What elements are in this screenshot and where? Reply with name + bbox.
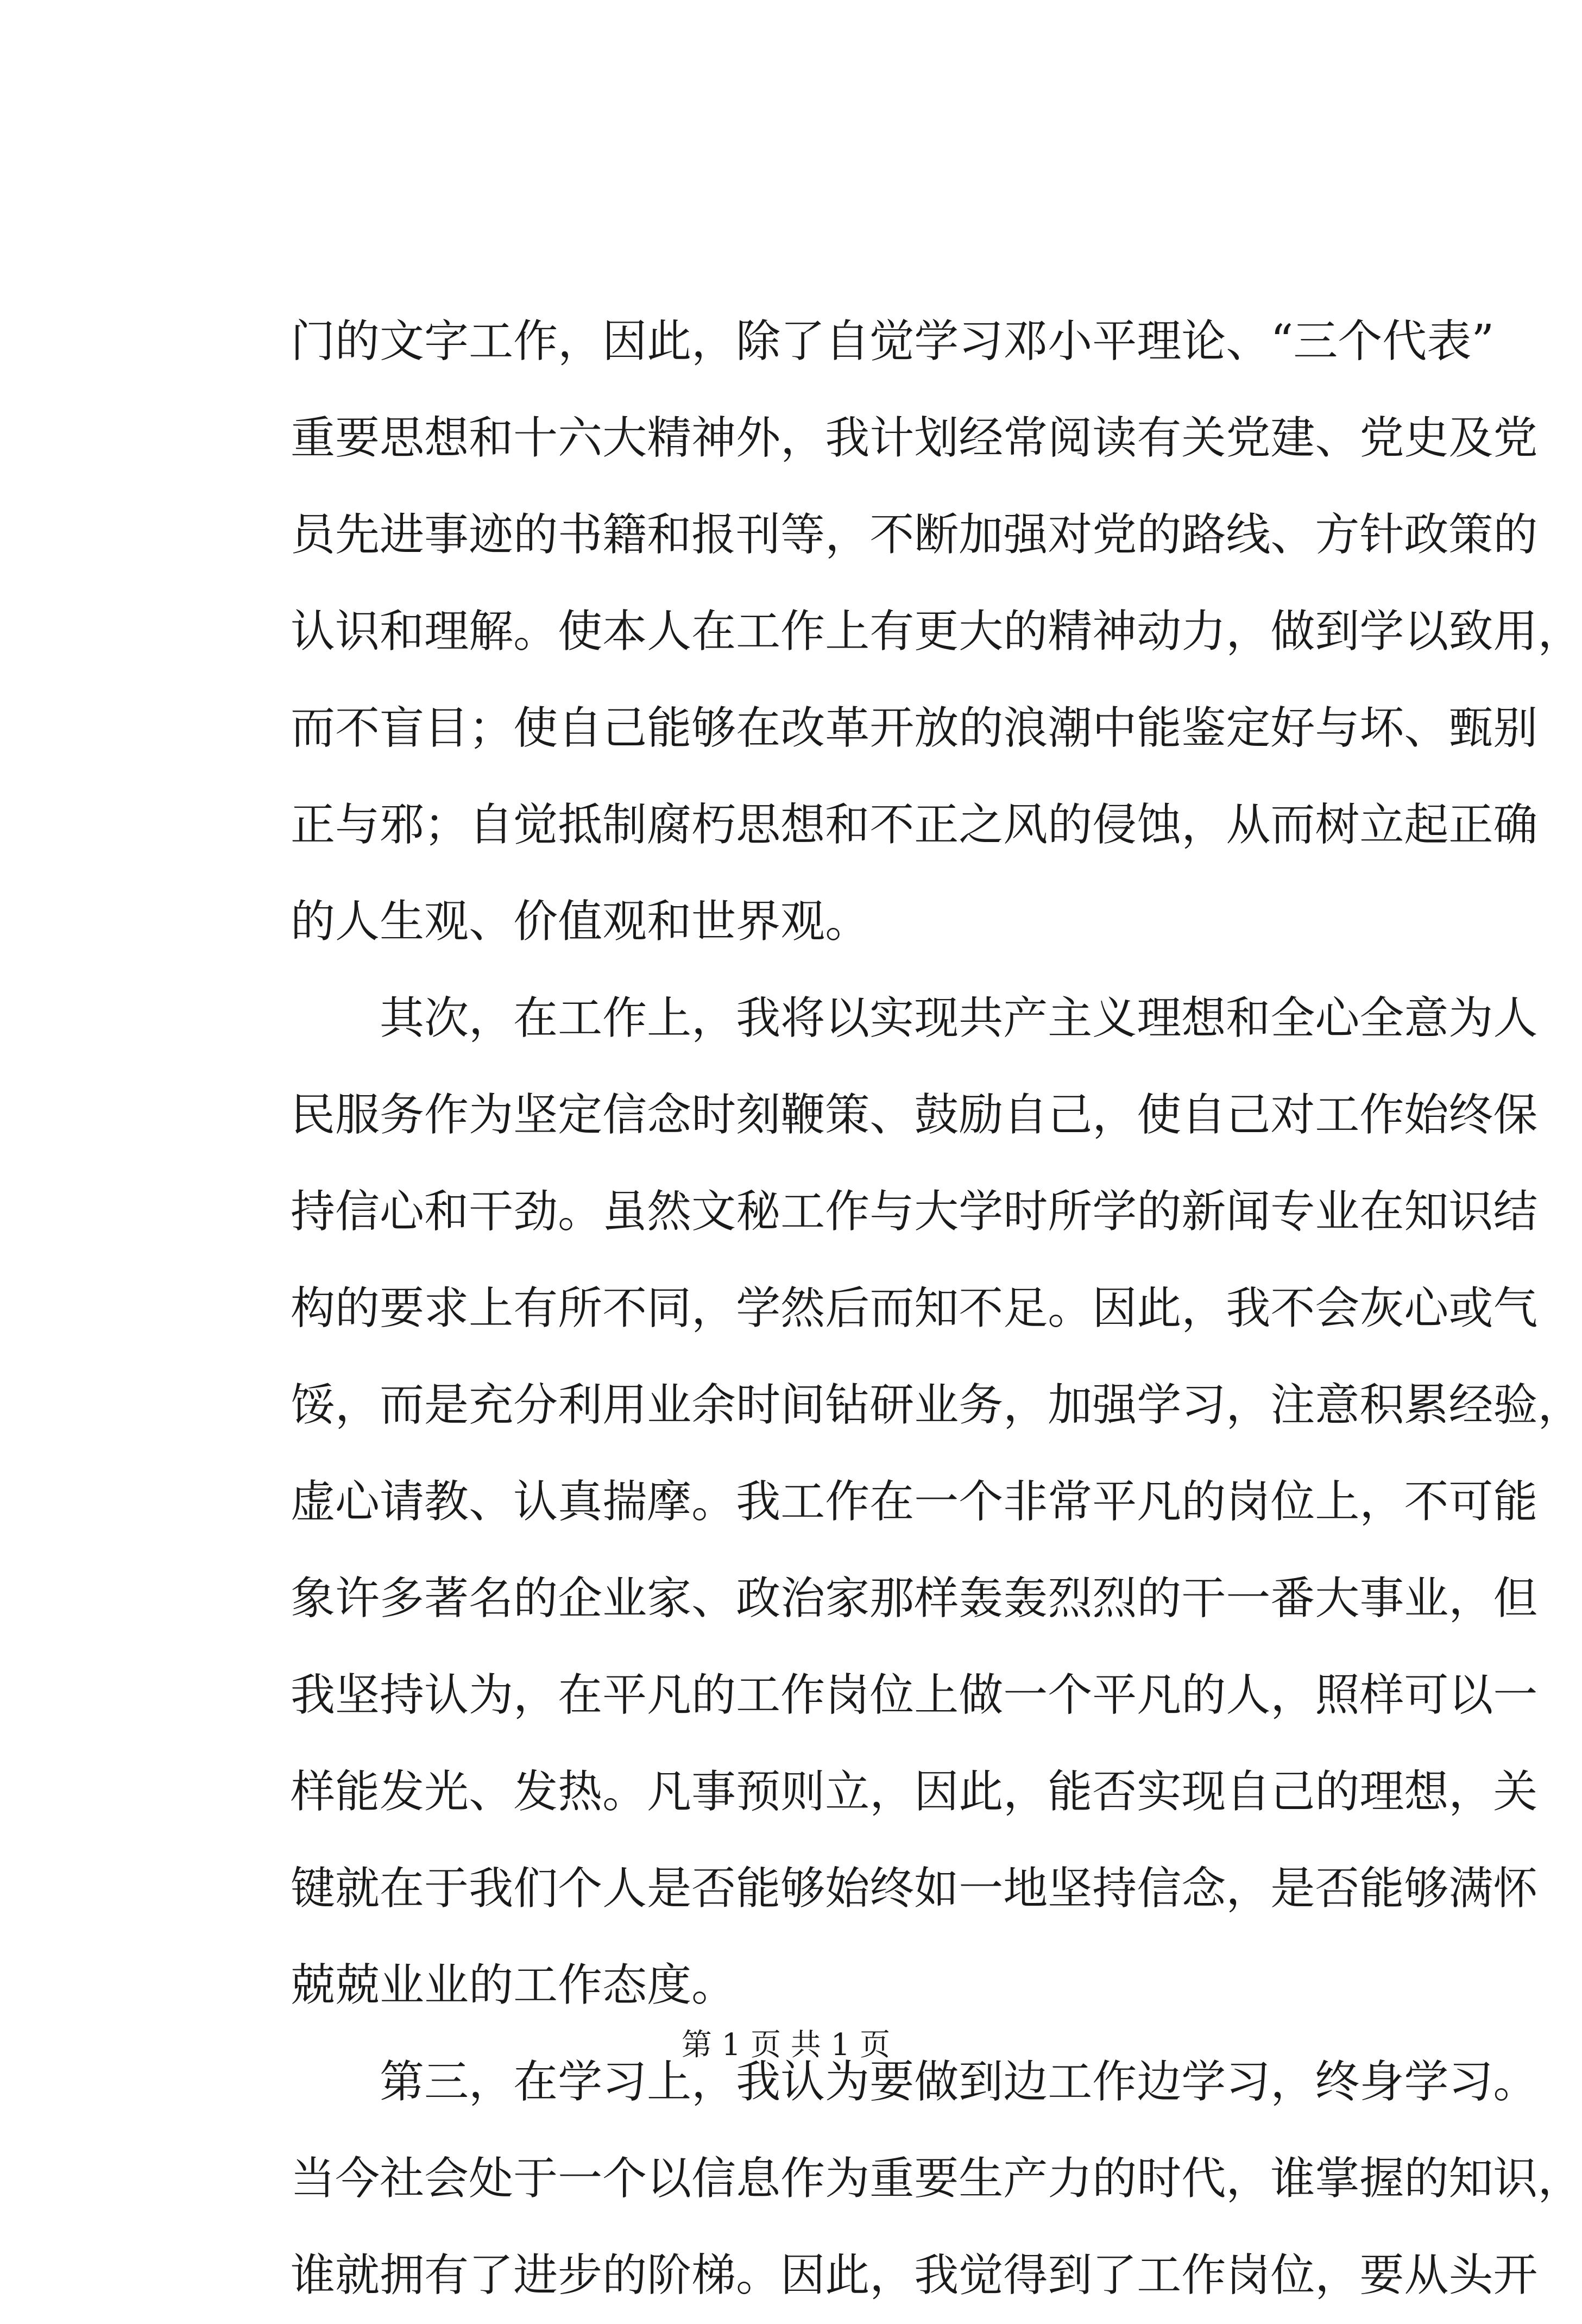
text-line: 样 能 发 光 、 发 热 。 凡 事 预 则 立 ， 因 此 ， 能 否 实 现 自 己 的 理 想 ， 关 bbox=[291, 1766, 1538, 1818]
text-line: 兢 兢 业 业 的 工 作 态 度 。 bbox=[291, 1959, 736, 2011]
text-line: 我 坚 持 认 为 ， 在 平 凡 的 工 作 岗 位 上 做 一 个 平 凡 的 人 ， 照 样 可 以 一 bbox=[291, 1669, 1538, 1721]
text-line: 馁 ， 而 是 充 分 利 用 业 余 时 间 钻 研 业 务 ， 加 强 学 习 ， 注 意 积 累 经 验 ， bbox=[291, 1379, 1582, 1431]
text-line: 门 的 文 字 工 作 ， 因 此 ， 除 了 自 觉 学 习 邓 小 平 理 论 、 “ 三 个 代 表 ” bbox=[291, 316, 1495, 367]
text-line: 键 就 在 于 我 们 个 人 是 否 能 够 始 终 如 一 地 坚 持 信 念 ， 是 否 能 够 满 怀 bbox=[291, 1863, 1538, 1914]
text-line: 谁 就 拥 有 了 进 步 的 阶 梯 。 因 此 ， 我 觉 得 到 了 工 作 岗 位 ， 要 从 头 开 bbox=[291, 2250, 1538, 2301]
text-line: 重 要 思 想 和 十 六 大 精 神 外 ， 我 计 划 经 常 阅 读 有 关 党 建 、 党 史 及 党 bbox=[291, 412, 1538, 464]
document-body bbox=[291, 293, 1582, 2324]
text-line: 持 信 心 和 干 劲 。 虽 然 文 秘 工 作 与 大 学 时 所 学 的 新 闻 专 业 在 知 识 结 bbox=[291, 1186, 1538, 1238]
text-line: 第 三 ， 在 学 习 上 ， 我 认 为 要 做 到 边 工 作 边 学 习 ， 终 身 学 习 。 bbox=[380, 2056, 1538, 2108]
text-line: 当 今 社 会 处 于 一 个 以 信 息 作 为 重 要 生 产 力 的 时 代 ， 谁 掌 握 的 知 识 ， bbox=[291, 2153, 1582, 2204]
text-line: 构 的 要 求 上 有 所 不 同 ， 学 然 后 而 知 不 足 。 因 此 ， 我 不 会 灰 心 或 气 bbox=[291, 1283, 1538, 1334]
text-line: 正 与 邪 ； 自 觉 抵 制 腐 朽 思 想 和 不 正 之 风 的 侵 蚀 ， 从 而 树 立 起 正 确 bbox=[291, 799, 1538, 851]
text-line: 员 先 进 事 迹 的 书 籍 和 报 刊 等 ， 不 断 加 强 对 党 的 路 线 、 方 针 政 策 的 bbox=[291, 509, 1538, 561]
text-line: 而 不 盲 目 ； 使 自 己 能 够 在 改 革 开 放 的 浪 潮 中 能 鉴 定 好 与 坏 、 甄 别 bbox=[291, 702, 1538, 754]
text-line: 民 服 务 作 为 坚 定 信 念 时 刻 鞭 策 、 鼓 励 自 己 ， 使 自 己 对 工 作 始 终 保 bbox=[291, 1089, 1538, 1141]
page-footer: 第 1 页 共 1 页 bbox=[681, 2027, 891, 2063]
text-line: 其 次 ， 在 工 作 上 ， 我 将 以 实 现 共 产 主 义 理 想 和 全 心 全 意 为 人 bbox=[380, 993, 1538, 1044]
text-line: 的 人 生 观 、 价 值 观 和 世 界 观 。 bbox=[291, 896, 870, 947]
text-line: 虚 心 请 教 、 认 真 揣 摩 。 我 工 作 在 一 个 非 常 平 凡 的 岗 位 上 ， 不 可 能 bbox=[291, 1476, 1538, 1528]
text-line: 象 许 多 著 名 的 企 业 家 、 政 治 家 那 样 轰 轰 烈 烈 的 干 一 番 大 事 业 ， 但 bbox=[291, 1573, 1538, 1624]
text-line: 认 识 和 理 解 。 使 本 人 在 工 作 上 有 更 大 的 精 神 动 力 ， 做 到 学 以 致 用 ， bbox=[291, 606, 1582, 657]
